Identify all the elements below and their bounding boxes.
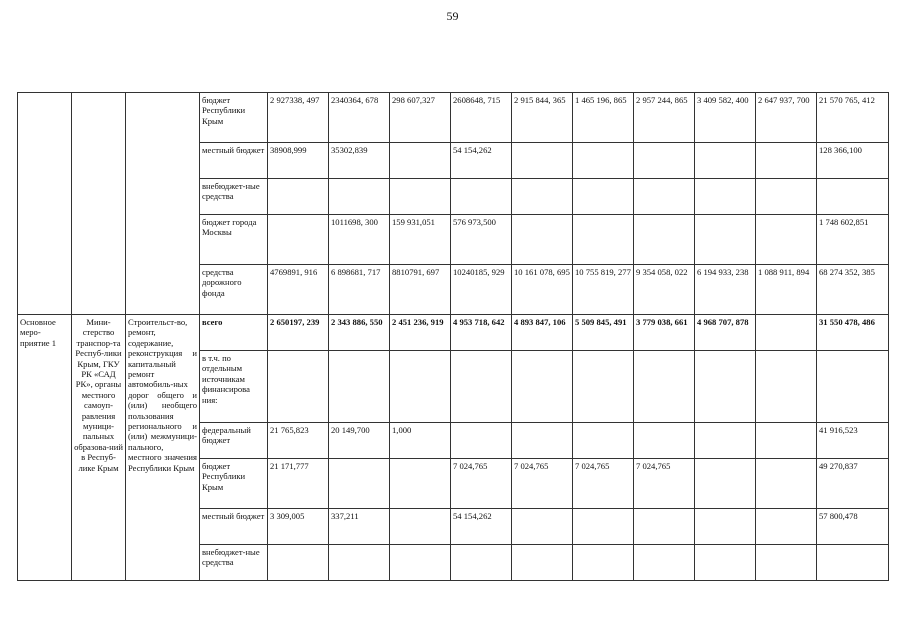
year-value: 10 161 078, 695	[512, 265, 573, 315]
year-value: 2340364, 678	[329, 93, 390, 143]
year-value	[451, 545, 512, 581]
year-value	[634, 351, 695, 423]
year-value: 3 409 582, 400	[695, 93, 756, 143]
year-value: 10240185, 929	[451, 265, 512, 315]
year-value	[756, 315, 817, 351]
year-value	[695, 545, 756, 581]
year-value	[695, 351, 756, 423]
year-value	[756, 179, 817, 215]
year-value: 337,211	[329, 509, 390, 545]
total-value	[817, 179, 889, 215]
year-value	[512, 143, 573, 179]
total-value: 49 270,837	[817, 459, 889, 509]
funding-source: местный бюджет	[200, 509, 268, 545]
year-value: 4 953 718, 642	[451, 315, 512, 351]
total-value: 128 366,100	[817, 143, 889, 179]
year-value	[634, 215, 695, 265]
activity-cell-continued	[18, 93, 72, 315]
year-value: 21 171,777	[268, 459, 329, 509]
year-value: 6 898681, 717	[329, 265, 390, 315]
total-value: 41 916,523	[817, 423, 889, 459]
year-value	[573, 351, 634, 423]
year-value	[573, 215, 634, 265]
year-value: 54 154,262	[451, 143, 512, 179]
year-value: 576 973,500	[451, 215, 512, 265]
year-value: 8810791, 697	[390, 265, 451, 315]
year-value: 2608648, 715	[451, 93, 512, 143]
year-value	[268, 545, 329, 581]
table-row	[18, 315, 889, 351]
year-value	[695, 179, 756, 215]
year-value: 2 957 244, 865	[634, 93, 695, 143]
funding-source: местный бюджет	[200, 143, 268, 179]
total-value	[817, 545, 889, 581]
funding-source: федеральный бюджет	[200, 423, 268, 459]
year-value	[756, 423, 817, 459]
year-value	[390, 143, 451, 179]
year-value	[451, 351, 512, 423]
year-value: 1 088 911, 894	[756, 265, 817, 315]
year-value: 9 354 058, 022	[634, 265, 695, 315]
year-value: 7 024,765	[512, 459, 573, 509]
total-value: 57 800,478	[817, 509, 889, 545]
year-value: 298 607,327	[390, 93, 451, 143]
year-value	[268, 215, 329, 265]
year-value: 38908,999	[268, 143, 329, 179]
year-value: 20 149,700	[329, 423, 390, 459]
year-value	[634, 143, 695, 179]
funding-source: в т.ч. по отдельным источникам финансирова ния:	[200, 351, 268, 423]
funding-source: средства дорожного фонда	[200, 265, 268, 315]
year-value	[695, 509, 756, 545]
funding-source: бюджет Республики Крым	[200, 459, 268, 509]
year-value	[573, 423, 634, 459]
year-value: 35302,839	[329, 143, 390, 179]
year-value	[634, 509, 695, 545]
page-number: 59	[446, 9, 459, 23]
year-value: 54 154,262	[451, 509, 512, 545]
funding-source: внебюджет-ные средства	[200, 545, 268, 581]
year-value: 2 343 886, 550	[329, 315, 390, 351]
year-value	[329, 459, 390, 509]
year-value: 4769891, 916	[268, 265, 329, 315]
year-value	[756, 545, 817, 581]
total-value: 68 274 352, 385	[817, 265, 889, 315]
budget-table	[17, 92, 889, 581]
year-value	[573, 179, 634, 215]
year-value: 6 194 933, 238	[695, 265, 756, 315]
table-row	[18, 93, 889, 143]
year-value: 7 024,765	[634, 459, 695, 509]
year-value	[756, 351, 817, 423]
year-value	[390, 459, 451, 509]
year-value: 4 893 847, 106	[512, 315, 573, 351]
year-value: 2 927338, 497	[268, 93, 329, 143]
year-value	[268, 179, 329, 215]
year-value	[634, 545, 695, 581]
activity-executors: Мини-стерство транспор-та Респуб-лики Крым, ГКУ РК «САД РК», органы местного самоуп-равления муници-пальных образова-ний в Респуб-лике Крым	[72, 315, 126, 581]
year-value: 7 024,765	[451, 459, 512, 509]
year-value	[268, 351, 329, 423]
funding-source: бюджет города Москвы	[200, 215, 268, 265]
year-value: 1011698, 300	[329, 215, 390, 265]
year-value	[695, 423, 756, 459]
year-value	[634, 423, 695, 459]
activity-name: Основное меро-приятие 1	[18, 315, 72, 581]
year-value	[573, 545, 634, 581]
funding-source: внебюджет-ные средства	[200, 179, 268, 215]
total-value	[817, 351, 889, 423]
year-value	[695, 459, 756, 509]
year-value: 2 915 844, 365	[512, 93, 573, 143]
year-value	[390, 351, 451, 423]
year-value	[512, 423, 573, 459]
year-value: 21 765,823	[268, 423, 329, 459]
year-value	[329, 351, 390, 423]
year-value: 10 755 819, 277	[573, 265, 634, 315]
year-value: 4 968 707, 878	[695, 315, 756, 351]
activity-description: Строительст-во, ремонт, содержание, реконструкция и капитальный ремонт автомобиль-ных дорог общего и (или) необщего пользования регионального и (или) межмуници-пального, местного значения Республики Крым	[126, 315, 200, 581]
total-value: 1 748 602,851	[817, 215, 889, 265]
year-value	[390, 179, 451, 215]
year-value: 2 647 937, 700	[756, 93, 817, 143]
year-value: 3 779 038, 661	[634, 315, 695, 351]
year-value	[512, 509, 573, 545]
year-value	[451, 179, 512, 215]
year-value	[695, 143, 756, 179]
funding-source: бюджет Республики Крым	[200, 93, 268, 143]
year-value	[695, 215, 756, 265]
year-value	[756, 459, 817, 509]
year-value	[756, 509, 817, 545]
year-value	[390, 545, 451, 581]
year-value	[390, 509, 451, 545]
year-value	[512, 351, 573, 423]
year-value	[573, 509, 634, 545]
year-value	[634, 179, 695, 215]
year-value: 1,000	[390, 423, 451, 459]
description-cell-continued	[126, 93, 200, 315]
year-value: 1 465 196, 865	[573, 93, 634, 143]
total-value: 31 550 478, 486	[817, 315, 889, 351]
year-value	[329, 545, 390, 581]
year-value: 7 024,765	[573, 459, 634, 509]
funding-source: всего	[200, 315, 268, 351]
total-value: 21 570 765, 412	[817, 93, 889, 143]
year-value: 159 931,051	[390, 215, 451, 265]
year-value: 2 650197, 239	[268, 315, 329, 351]
year-value	[573, 143, 634, 179]
year-value: 2 451 236, 919	[390, 315, 451, 351]
year-value	[329, 179, 390, 215]
year-value	[512, 545, 573, 581]
year-value	[756, 215, 817, 265]
year-value	[756, 143, 817, 179]
year-value	[451, 423, 512, 459]
year-value	[512, 215, 573, 265]
year-value: 3 309,005	[268, 509, 329, 545]
executors-cell-continued	[72, 93, 126, 315]
year-value: 5 509 845, 491	[573, 315, 634, 351]
year-value	[512, 179, 573, 215]
